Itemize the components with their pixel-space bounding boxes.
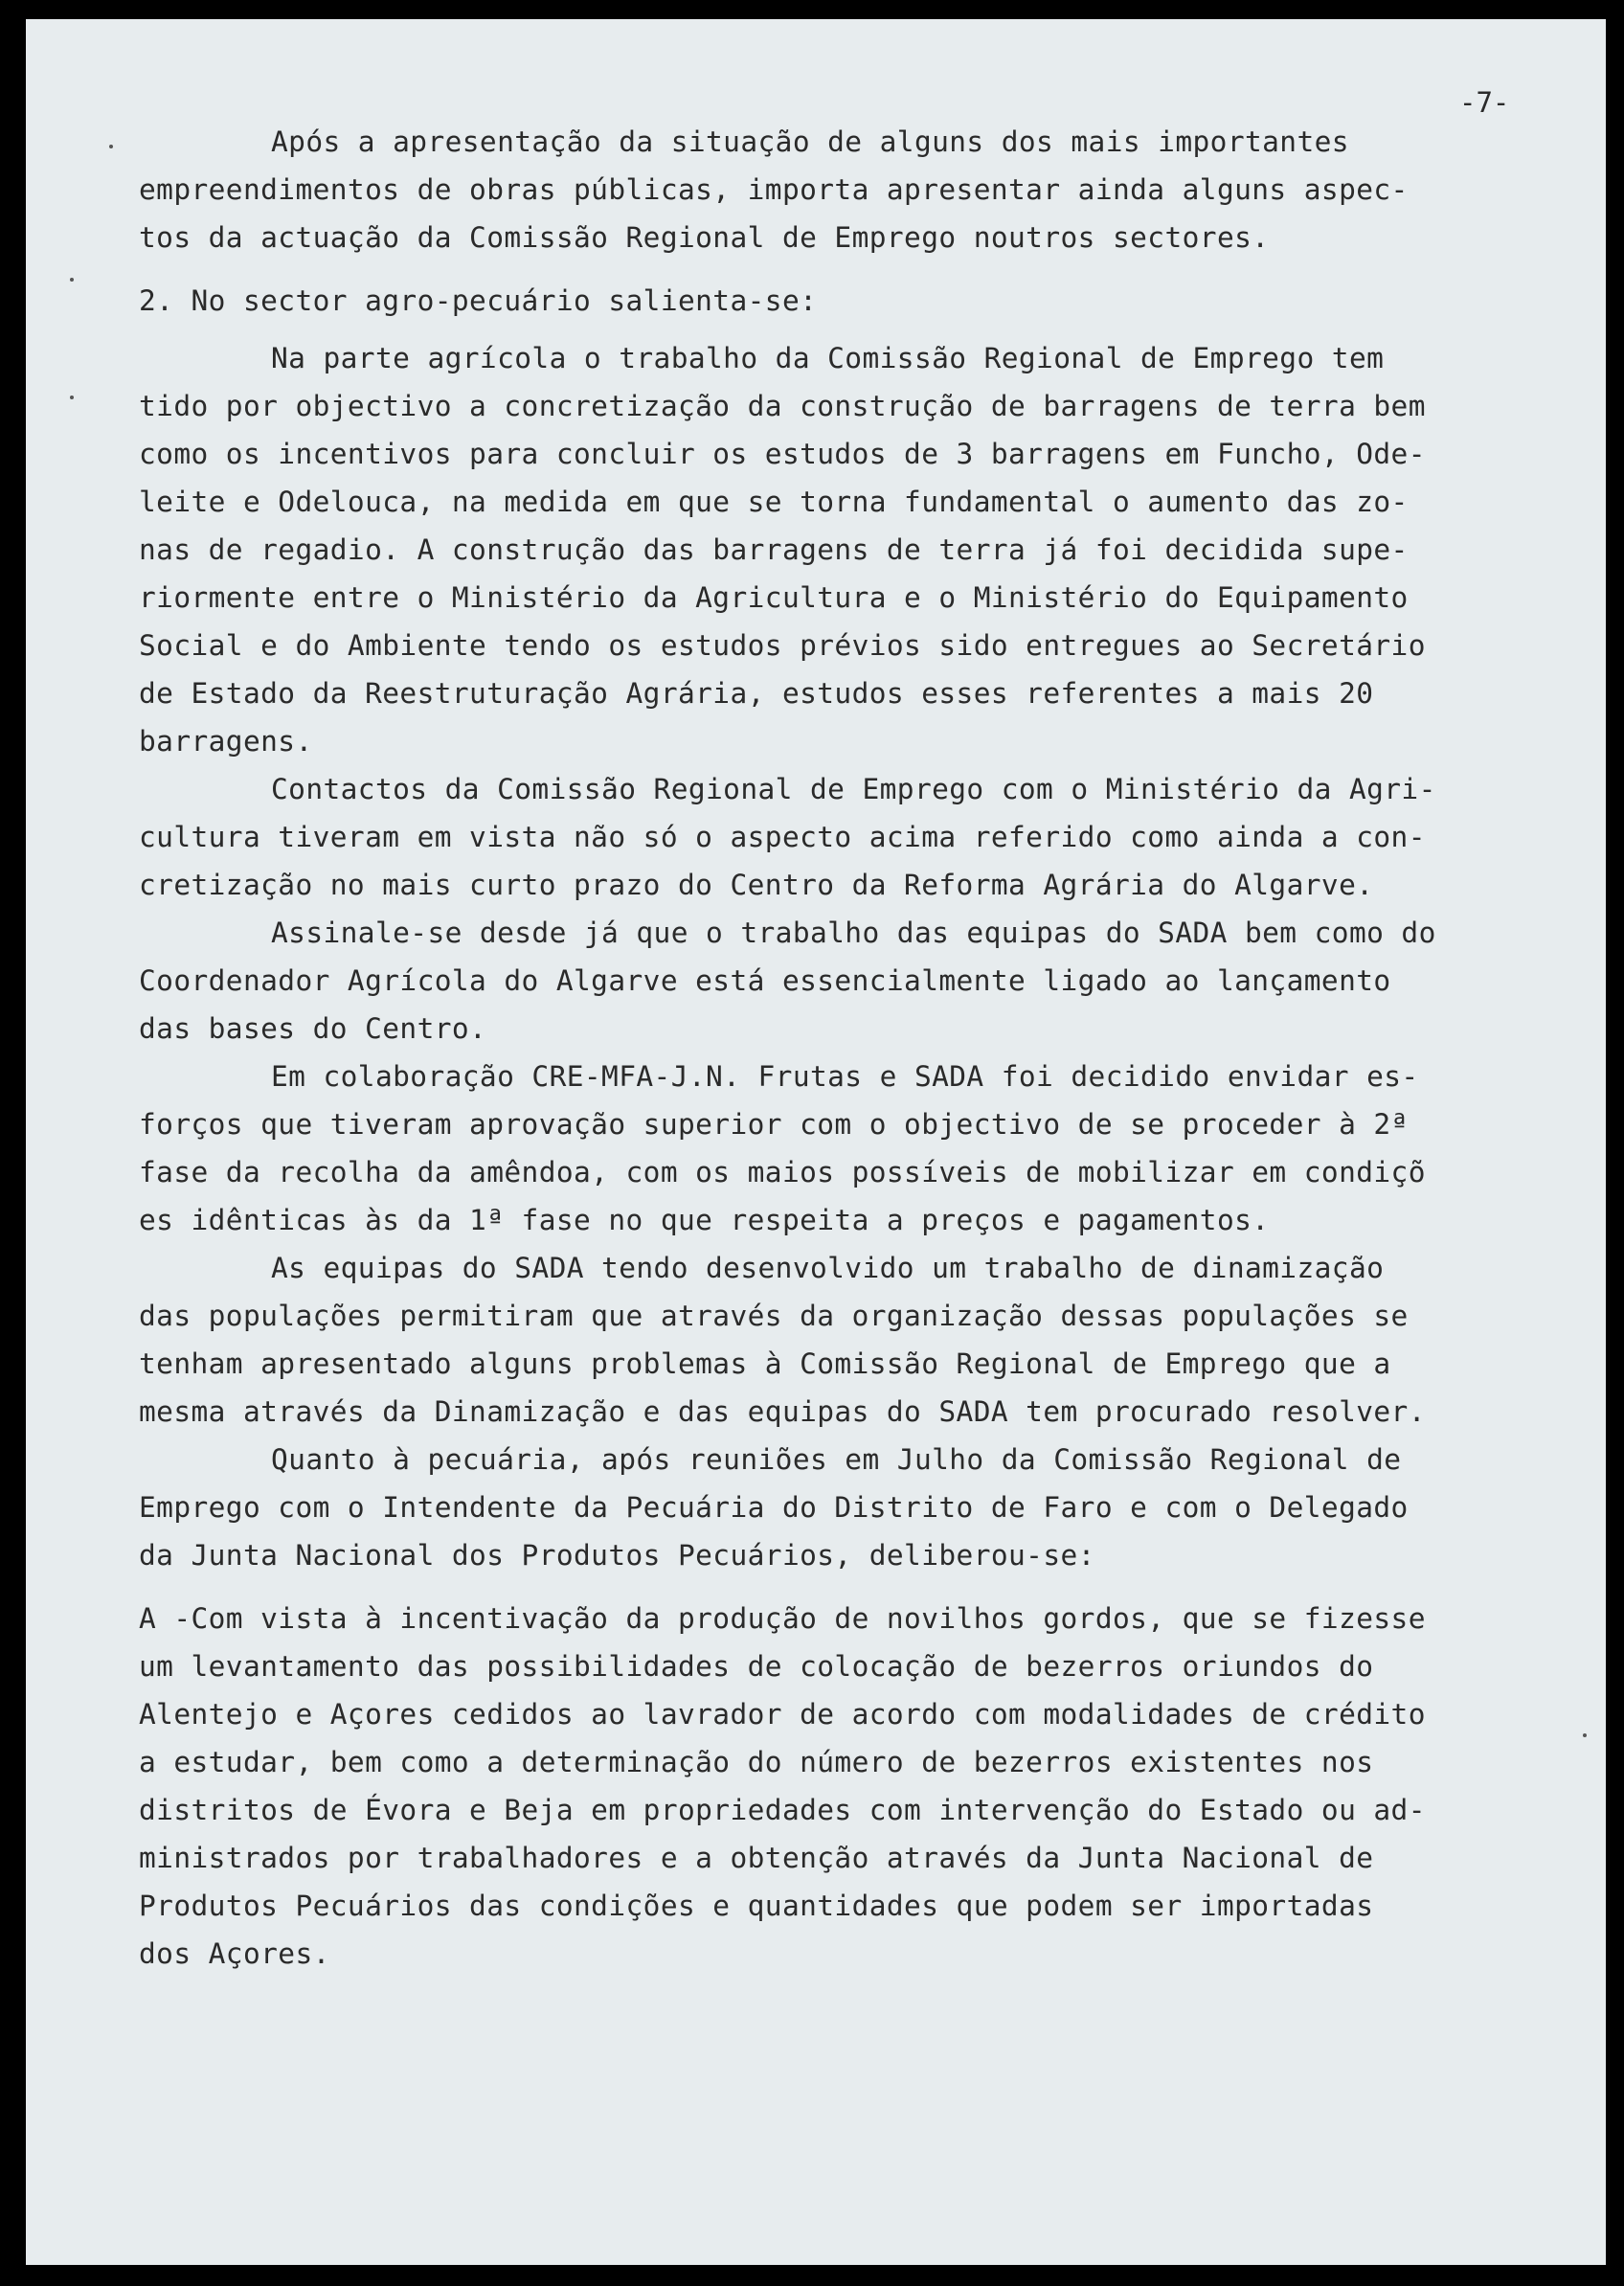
text-line: a estudar, bem como a determinação do número de bezerros existentes nos — [139, 1746, 1374, 1778]
margin-dot-mark — [70, 396, 74, 399]
text-line: cultura tiveram em vista não só o aspecto acima referido como ainda a con- — [139, 821, 1426, 853]
text-line: de Estado da Reestruturação Agrária, estudos esses referentes a mais 20 — [139, 677, 1374, 710]
text-line: nas de regadio. A construção das barragens de terra já foi decidida supe- — [139, 533, 1409, 566]
document-body — [139, 118, 1575, 1978]
paragraph-contactos — [139, 765, 1575, 909]
text-line: barragens. — [139, 725, 313, 758]
paragraph-assinale — [139, 909, 1575, 1052]
text-line: tos da actuação da Comissão Regional de Emprego noutros sectores. — [139, 221, 1270, 254]
margin-dot-mark — [70, 278, 74, 282]
text-line: mesma através da Dinamização e das equipas do SADA tem procurado resolver. — [139, 1395, 1426, 1428]
text-line: 2. No sector agro-pecuário salienta-se: — [139, 284, 818, 317]
text-line: das populações permitiram que através da organização dessas populações se — [139, 1300, 1409, 1332]
text-line: dos Açores. — [139, 1937, 330, 1970]
paragraph-item-a — [139, 1595, 1575, 1978]
margin-dot-mark — [1583, 1733, 1587, 1737]
text-line: um levantamento das possibilidades de colocação de bezerros oriundos do — [139, 1650, 1374, 1683]
paragraph-pecuaria — [139, 1436, 1575, 1579]
text-line: leite e Odelouca, na medida em que se torna fundamental o aumento das zo- — [139, 486, 1409, 518]
text-line: Em colaboração CRE-MFA-J.N. Frutas e SADA foi decidido envidar es- — [271, 1060, 1419, 1093]
text-line: Produtos Pecuários das condições e quantidades que podem ser importadas — [139, 1890, 1374, 1922]
text-line: empreendimentos de obras públicas, importa apresentar ainda alguns aspec- — [139, 173, 1409, 206]
text-line: Social e do Ambiente tendo os estudos prévios sido entregues ao Secretário — [139, 629, 1426, 662]
text-line: como os incentivos para concluir os estudos de 3 barragens em Funcho, Ode- — [139, 438, 1426, 470]
text-line: Após a apresentação da situação de alguns dos mais importantes — [271, 125, 1349, 158]
text-line: fase da recolha da amêndoa, com os maios possíveis de mobilizar em condiçõ — [139, 1156, 1426, 1188]
text-line: Quanto à pecuária, após reuniões em Julho da Comissão Regional de — [271, 1443, 1402, 1476]
section-heading-2 — [139, 277, 1575, 325]
paragraph-agricultura — [139, 334, 1575, 765]
text-line: cretização no mais curto prazo do Centro da Reforma Agrária do Algarve. — [139, 869, 1374, 901]
text-line: das bases do Centro. — [139, 1012, 487, 1045]
text-line: tenham apresentado alguns problemas à Comissão Regional de Emprego que a — [139, 1347, 1391, 1380]
page-number: -7- — [1459, 86, 1510, 119]
margin-dot-mark — [109, 145, 113, 148]
text-line: As equipas do SADA tendo desenvolvido um trabalho de dinamização — [271, 1252, 1385, 1284]
text-line: Coordenador Agrícola do Algarve está essencialmente ligado ao lançamento — [139, 964, 1391, 997]
text-line: Emprego com o Intendente da Pecuária do Distrito de Faro e com o Delegado — [139, 1491, 1409, 1524]
text-line: Alentejo e Açores cedidos ao lavrador de acordo com modalidades de crédito — [139, 1698, 1426, 1731]
text-line: da Junta Nacional dos Produtos Pecuários, deliberou-se: — [139, 1539, 1095, 1572]
text-line: Contactos da Comissão Regional de Emprego com o Ministério da Agri- — [271, 773, 1436, 805]
text-line: A -Com vista à incentivação da produção de novilhos gordos, que se fizesse — [139, 1602, 1426, 1635]
text-line: Assinale-se desde já que o trabalho das equipas do SADA bem como do — [271, 917, 1436, 949]
document-page — [26, 19, 1606, 2265]
paragraph-intro — [139, 118, 1575, 261]
paragraph-colaboracao — [139, 1052, 1575, 1244]
text-line: Na parte agrícola o trabalho da Comissão Regional de Emprego tem — [271, 342, 1385, 374]
text-line: distritos de Évora e Beja em propriedades com intervenção do Estado ou ad- — [139, 1794, 1426, 1826]
text-line: ministrados por trabalhadores e a obtenção através da Junta Nacional de — [139, 1842, 1374, 1874]
text-line: es idênticas às da 1ª fase no que respeita a preços e pagamentos. — [139, 1204, 1270, 1236]
paragraph-equipas — [139, 1244, 1575, 1436]
text-line: forços que tiveram aprovação superior com o objectivo de se proceder à 2ª — [139, 1108, 1409, 1141]
text-line: riormente entre o Ministério da Agricultura e o Ministério do Equipamento — [139, 581, 1409, 614]
text-line: tido por objectivo a concretização da construção de barragens de terra bem — [139, 390, 1426, 422]
